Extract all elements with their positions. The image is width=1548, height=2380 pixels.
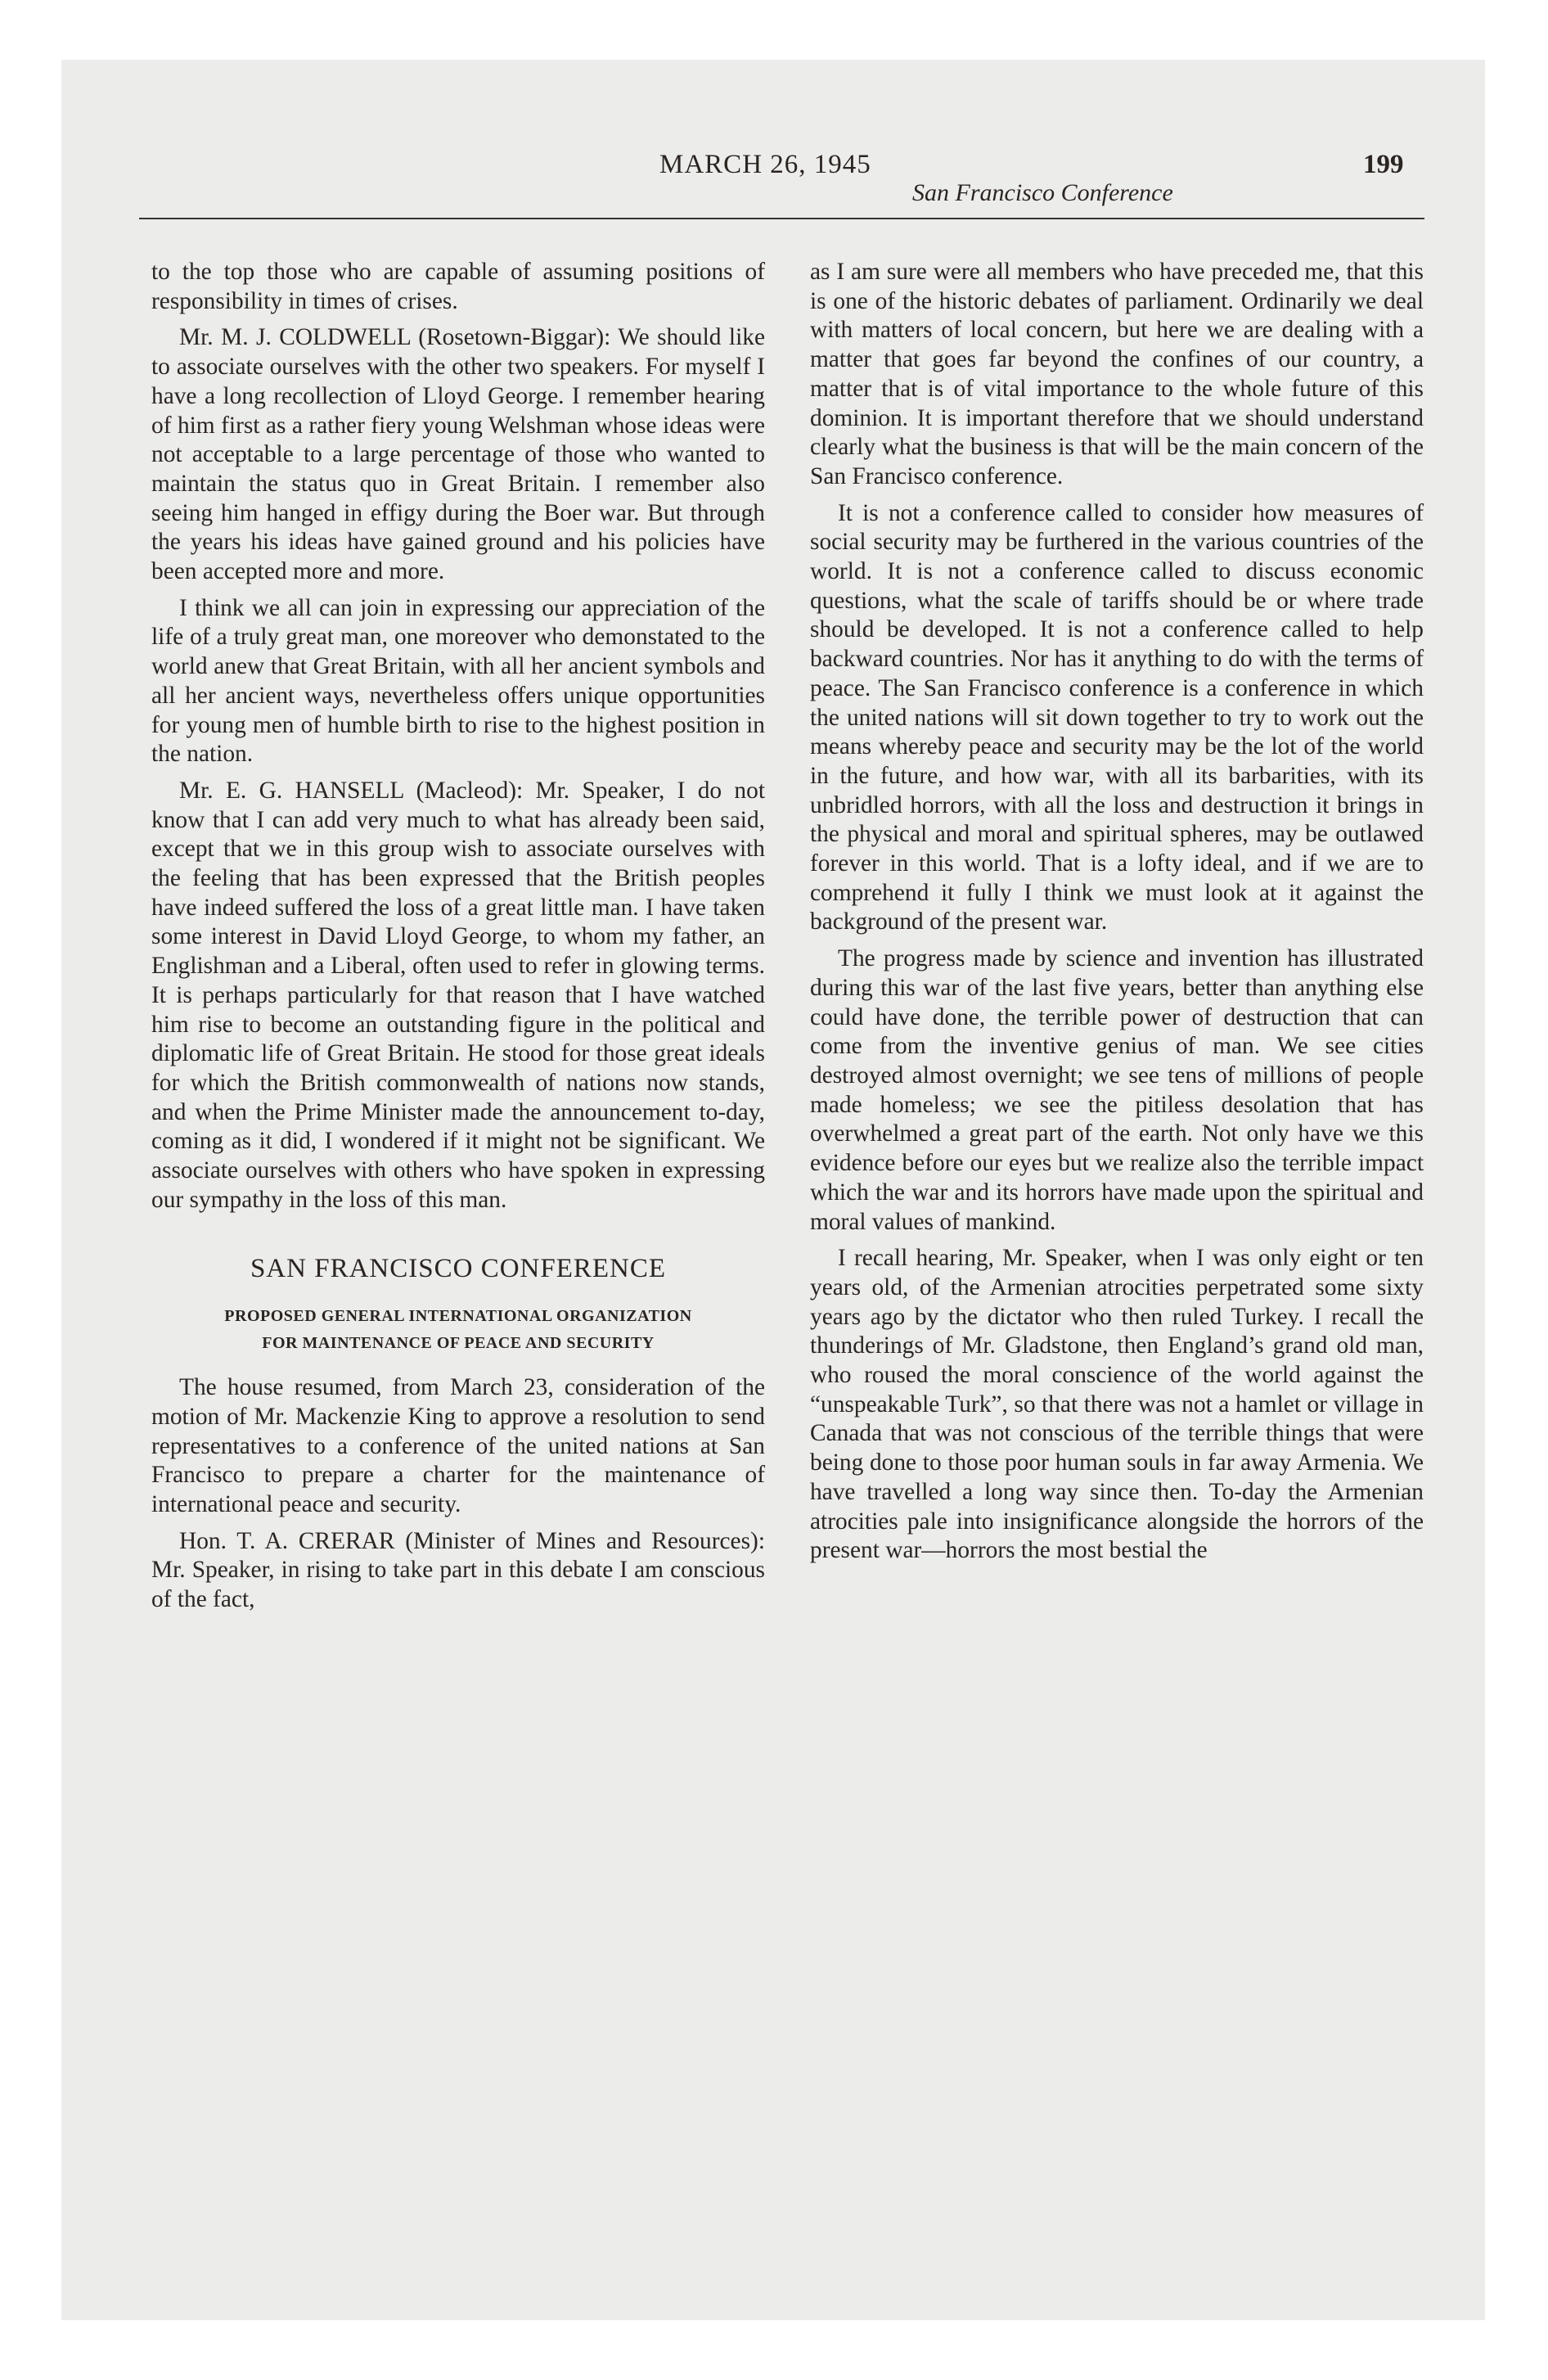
running-date: MARCH 26, 1945 [659, 150, 871, 179]
paragraph: The progress made by science and invention has illustrated during this war of the last five years, better than anything else could have done, the terrible power of destruction that can come from the inventive genius of man. We see cities destroyed almost overnight; we see tens of millions of people made homeless; we see the pitiless desolation that has overwhelmed a great part of the earth. Not only have we this evidence before our eyes but we realize also the terrible impact which the war and its horrors have made upon the spiritual and moral values of mankind. [810, 945, 1424, 1235]
paragraph: Mr. M. J. COLDWELL (Rosetown-Biggar): We should like to associate ourselves with the other two speakers. For myself I have a long recollection of Lloyd George. I remember hearing of him first as a rather fiery young Welshman whose ideas were not acceptable to a large percentage of those who wanted to maintain the status quo in Great Britain. I remember also seeing him hanged in effigy during the Boer war. But through the years his ideas have gained ground and his policies have been accepted more and more. [151, 324, 765, 585]
section-subheading [151, 1303, 765, 1357]
section-subheading-line: PROPOSED GENERAL INTERNATIONAL ORGANIZATION [224, 1307, 692, 1326]
paragraph: as I am sure were all members who have preceded me, that this is one of the historic debates of parliament. Ordinarily we deal with matters of local concern, but here we are dealing with a matter that goes far beyond the confines of our country, a matter that is of vital importance to the whole future of this dominion. It is important therefore that we should understand clearly what the business is that will be the main concern of the San Francisco conference. [810, 259, 1424, 489]
paragraph: to the top those who are capable of assuming positions of responsibility in times of crises. [151, 259, 765, 314]
paragraph: Mr. E. G. HANSELL (Macleod): Mr. Speaker, I do not know that I can add very much to what has already been said, except that we in this group wish to associate ourselves with the feeling that has been expressed that the British peoples have indeed suffered the loss of a great little man. I have taken some interest in David Lloyd George, to whom my father, an Englishman and a Liberal, often used to refer in glowing terms. It is perhaps particularly for that reason that I have watched him rise to become an outstanding figure in the political and diplomatic life of Great Britain. He stood for those great ideals for which the British commonwealth of nations now stands, and when the Prime Minister made the announcement to-day, coming as it did, I wondered if it might not be significant. We associate ourselves with others who have spoken in expressing our sympathy in the loss of this man. [151, 777, 765, 1213]
paragraph: It is not a conference called to consider how measures of social security may be furthered in the various countries of the world. It is not a conference called to discuss economic questions, what the scale of tariffs should be or where trade should be developed. It is not a conference called to help backward countries. Nor has it anything to do with the terms of peace. The San Francisco conference is a conference in which the united nations will sit down together to try to work out the means whereby peace and security may be the lot of the world in the future, and how war, with all its barbarities, with its unbridled horrors, with all the loss and destruction it brings in the physical and moral and spiritual spheres, may be outlawed forever in this world. That is a lofty ideal, and if we are to comprehend it fully I think we must look at it against the background of the present war. [810, 499, 1424, 935]
paragraph: I recall hearing, Mr. Speaker, when I was only eight or ten years old, of the Armenian atrocities perpetrated some sixty years ago by the dictator who then ruled Turkey. I recall the thunderings of Mr. Gladstone, then England’s grand old man, who roused the moral conscience of the world against the “unspeakable Turk”, so that there was not a hamlet or village in Canada that was not conscious of the terrible things that were being done to those poor human souls in far away Armenia. We have travelled a long way since then. To-day the Armenian atrocities pale into insignificance alongside the horrors of the present war—horrors the most bestial the [810, 1245, 1424, 1564]
paragraph: Hon. T. A. CRERAR (Minister of Mines and Resources): Mr. Speaker, in rising to take part in this debate I am conscious of the fact, [151, 1527, 765, 1613]
section-heading: SAN FRANCISCO CONFERENCE [250, 1253, 667, 1283]
paragraph: I think we all can join in expressing our appreciation of the life of a truly great man, one moreover who demonstated to the world anew that Great Britain, with all her ancient symbols and all her ancient ways, nevertheless offers unique opportunities for young men of humble birth to rise to the highest position in the nation. [151, 594, 765, 768]
right-column [810, 258, 1424, 1573]
section-subheading-line: FOR MAINTENANCE OF PEACE AND SECURITY [262, 1334, 655, 1353]
page-number: 199 [1363, 150, 1404, 179]
running-title: San Francisco Conference [912, 179, 1173, 206]
header-rule [139, 218, 1424, 219]
left-column [151, 258, 765, 1622]
paragraph: The house resumed, from March 23, consideration of the motion of Mr. Mackenzie King to approve a resolution to send representatives to a conference of the united nations at San Francisco to prepare a charter for the maintenance of international peace and security. [151, 1374, 765, 1518]
